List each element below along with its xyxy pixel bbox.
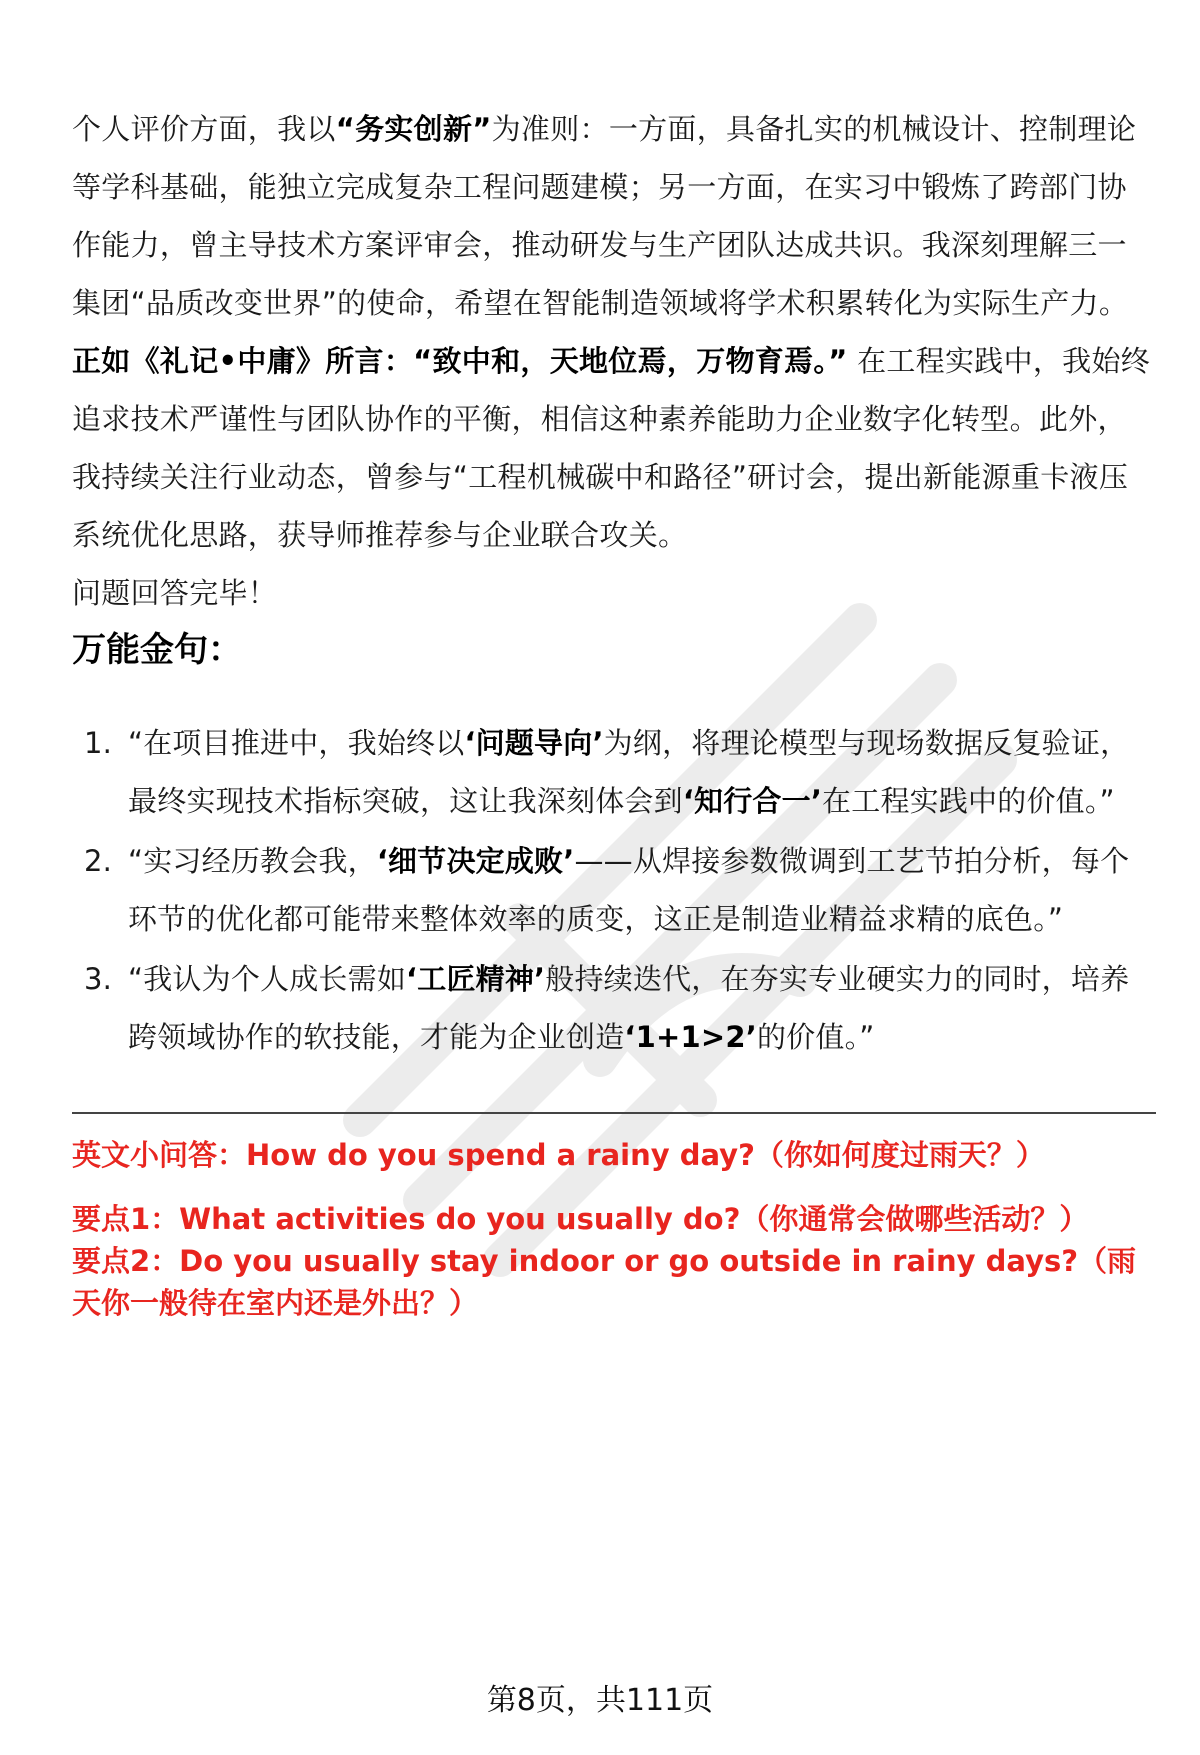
list-number: 1. [84,726,113,760]
bold-quote: 正如《礼记•中庸》所言：“致中和，天地位焉，万物育焉。” [72,344,848,378]
english-qa-point-2: 要点2：Do you usually stay indoor or go outside in rainy days?（雨天你一般待在室内还是外出？） [72,1244,1137,1320]
bold-phrase: ‘知行合一’ [682,784,823,818]
page-number: 第8页，共111页 [486,1683,714,1718]
text-run: 为纲，将理论模型与现场数据反复验证，最终实现技术指标突破，这让我深刻体会到 [128,726,1130,818]
text-run: 个人评价方面，我以 [72,112,336,146]
quote-paragraph [72,332,1152,564]
english-qa-title: 英文小问答：How do you spend a rainy day?（你如何度过雨天？） [72,1138,1045,1172]
bold-phrase: ‘细节决定成败’ [376,844,575,878]
list-item [72,950,1152,1066]
text-run: “实习经历教会我， [128,844,377,878]
text-run: ——从焊接参数微调到工艺节拍分析，每个环节的优化都可能带来整体效率的质变，这正是制造业精益求精的底色。” [128,844,1130,936]
divider [72,1112,1156,1114]
text-run: “在项目推进中，我始终以 [128,726,465,760]
bold-phrase: “务实创新” [335,112,492,146]
closing-line: 问题回答完毕！ [72,576,278,610]
text-run: 般持续迭代，在夯实专业硬实力的同时，培养跨领域协作的软技能，才能为企业创造 [128,962,1130,1054]
text-run: 的价值。” [756,1020,875,1054]
text-run: 在工程实践中的价值。” [822,784,1115,818]
list-number: 3. [84,962,113,996]
text-run: 为准则：一方面，具备扎实的机械设计、控制理论等学科基础，能独立完成复杂工程问题建模；另一方面，在实习中锻炼了跨部门协作能力，曾主导技术方案评审会，推动研发与生产团队达成共识。我深刻理解三一集团“品质改变世界”的使命，希望在智能制造领域将学术积累转化为实际生产力。 [72,112,1137,320]
english-qa-point-1: 要点1：What activities do you usually do?（你通常会做哪些活动？） [72,1202,1089,1236]
self-evaluation-paragraph [72,100,1152,332]
bold-phrase: ‘问题导向’ [464,726,604,760]
text-run: “我认为个人成长需如 [128,962,407,996]
golden-quotes-list [72,714,1152,1066]
main-content [72,100,1152,1324]
bold-phrase: ‘工匠精神’ [406,962,546,996]
list-number: 2. [84,844,113,878]
list-item [72,832,1152,948]
list-item [72,714,1152,830]
section-title: 万能金句： [72,630,242,670]
bold-phrase: ‘1+1>2’ [624,1020,757,1054]
text-run: 在工程实践中，我始终追求技术严谨性与团队协作的平衡，相信这种素养能助力企业数字化转型。此外，我持续关注行业动态，曾参与“工程机械碳中和路径”研讨会，提出新能源重卡液压系统优化思路，获导师推荐参与企业联合攻关。 [72,344,1151,552]
